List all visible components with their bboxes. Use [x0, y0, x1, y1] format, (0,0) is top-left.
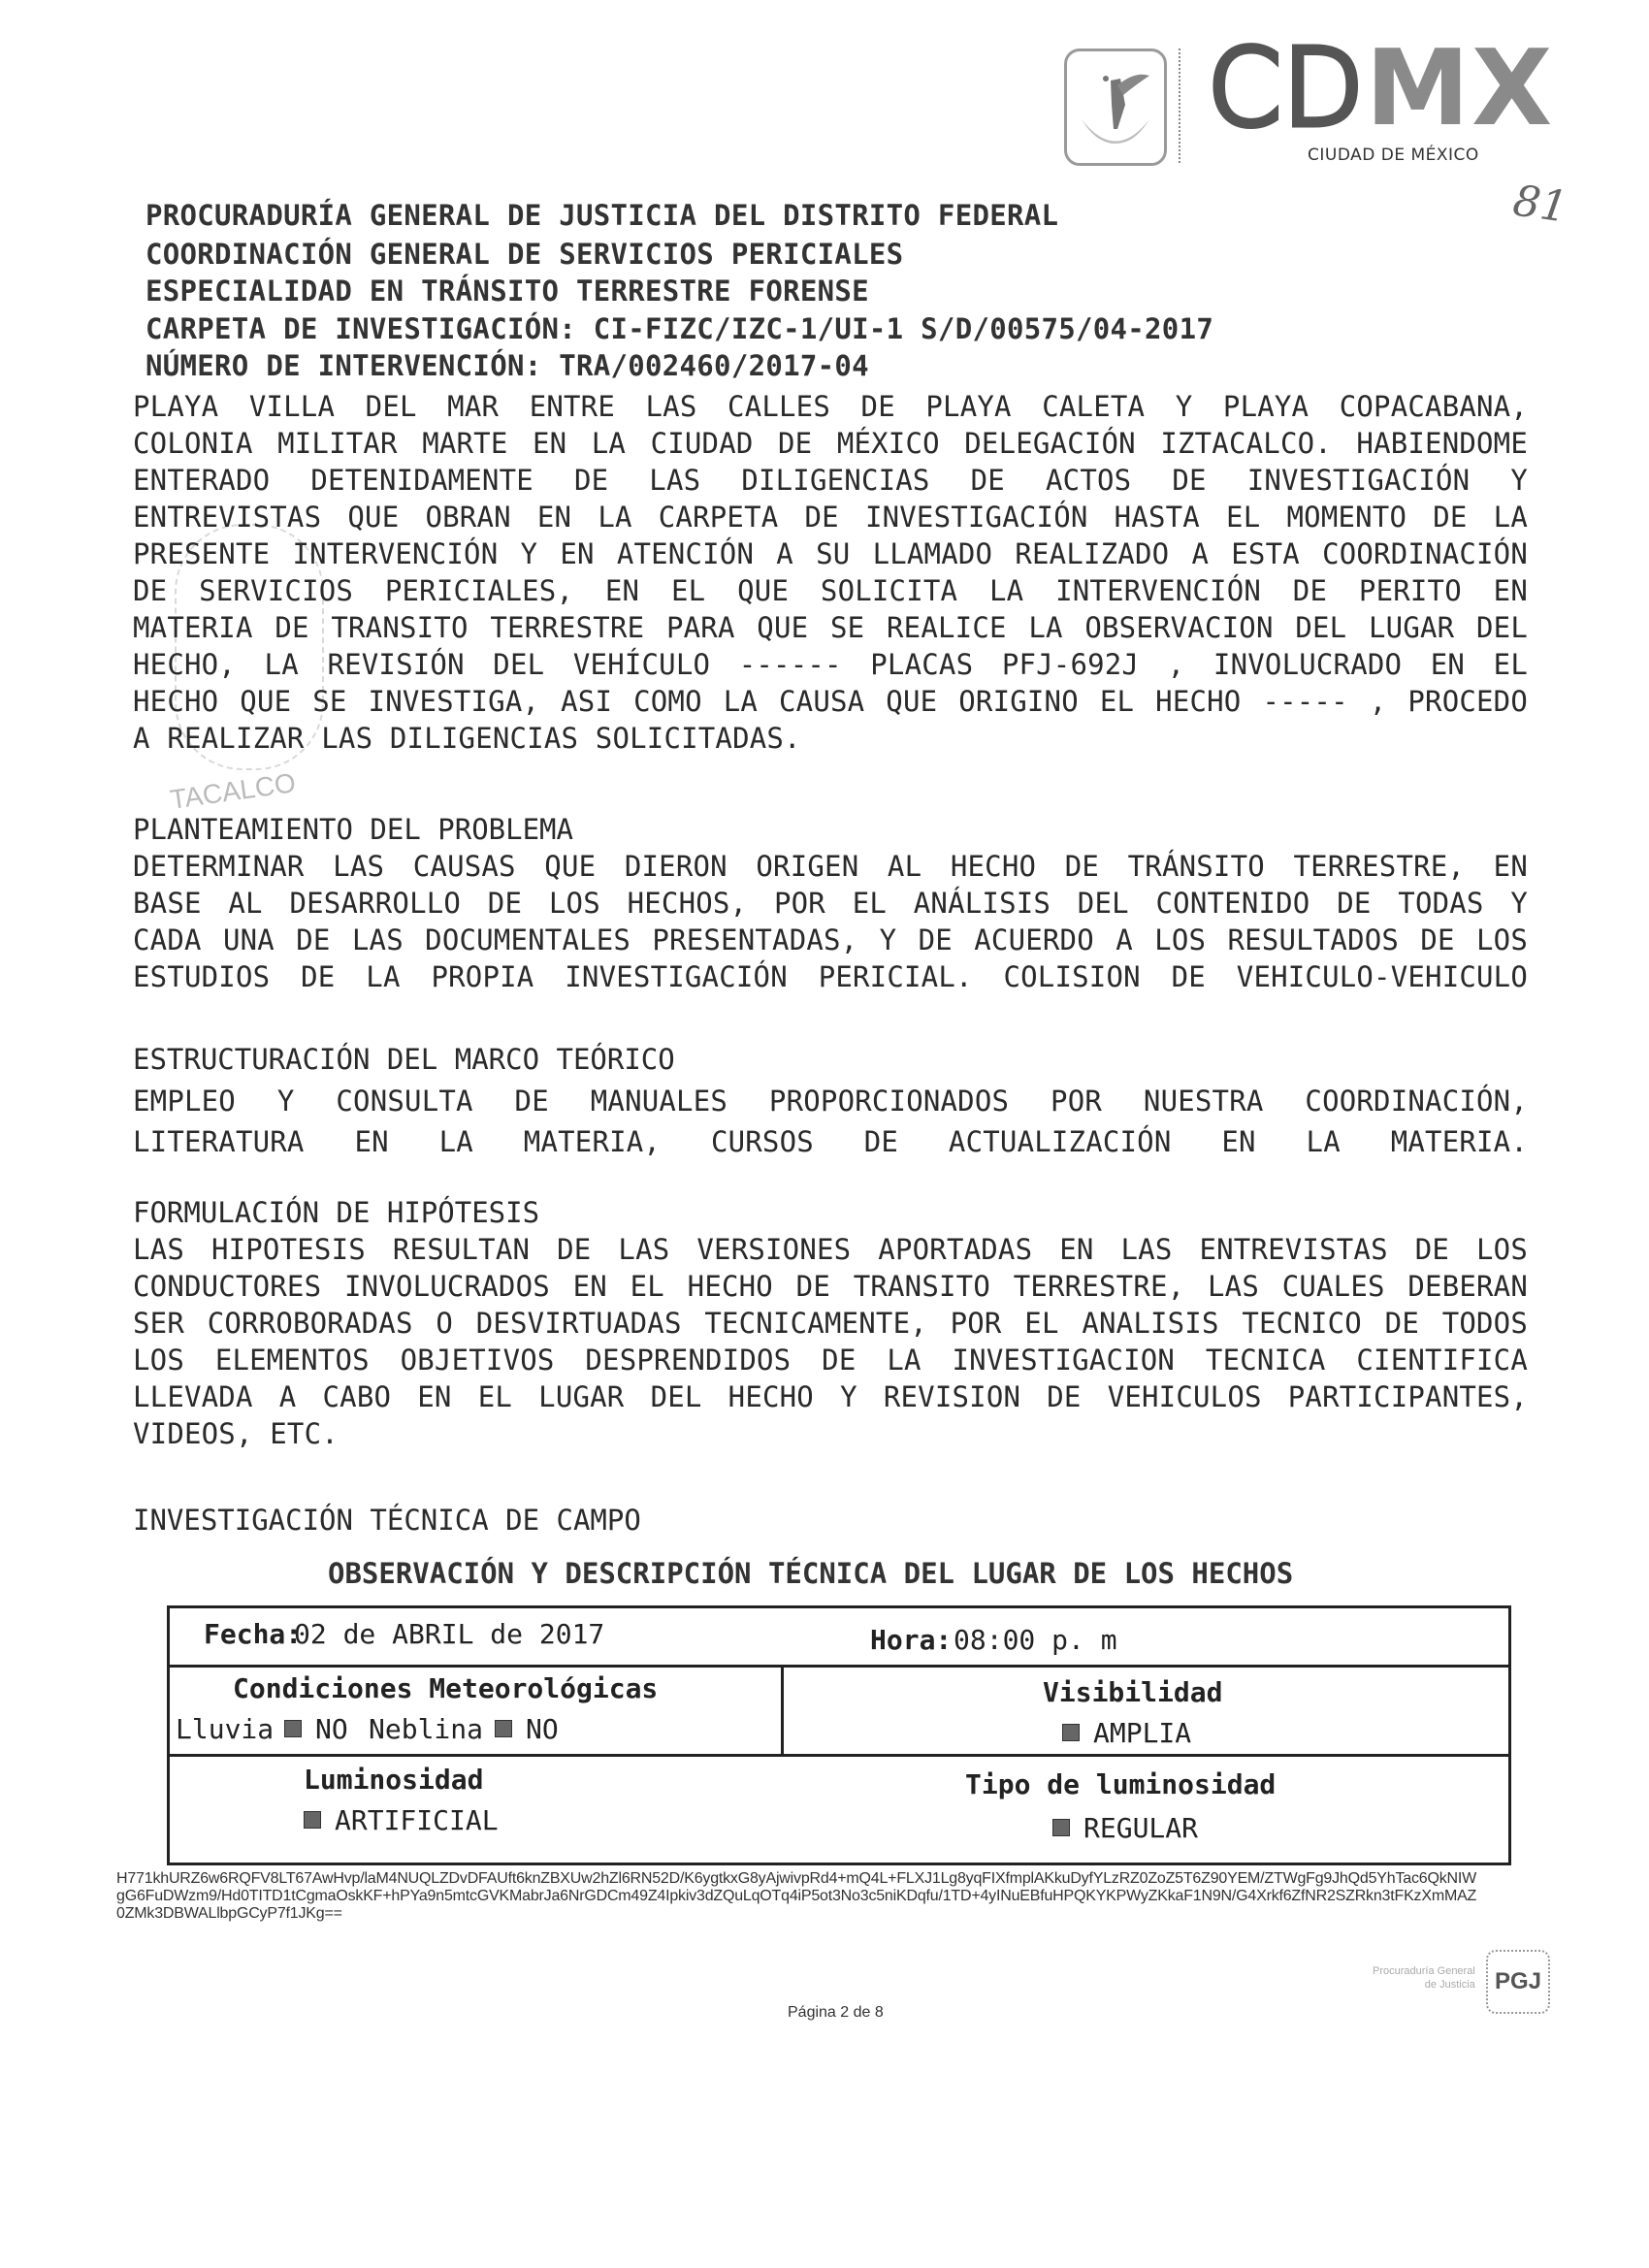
visibilidad-value: AMPLIA — [1093, 1717, 1192, 1749]
neblina-value: NO — [526, 1713, 559, 1745]
cdmx-emblem-icon — [1064, 49, 1167, 166]
conditions-table — [167, 1605, 1511, 1865]
pgj-caption-line: de Justicia — [1424, 1979, 1475, 1991]
checkbox-icon — [1052, 1819, 1070, 1836]
pgj-logo: PGJ — [1486, 1950, 1550, 2014]
paragraph-line: PLAYA VILLA DEL MAR ENTRE LAS CALLES DE PLAYA CALETA Y PLAYA COPACABANA, — [133, 390, 1528, 423]
lluvia-value: NO — [315, 1713, 348, 1745]
checkbox-icon — [284, 1720, 302, 1737]
luminosidad-option — [304, 1804, 499, 1836]
header-line: NÚMERO DE INTERVENCIÓN: TRA/002460/2017-04 — [146, 349, 869, 382]
paragraph-line: LLEVADA A CABO EN EL LUGAR DEL HECHO Y REVISION DE VEHICULOS PARTICIPANTES, — [133, 1380, 1528, 1413]
table-divider — [170, 1754, 1508, 1757]
paragraph-line: BASE AL DESARROLLO DE LOS HECHOS, POR EL ANÁLISIS DEL CONTENIDO DE TODAS Y — [133, 887, 1528, 920]
cdmx-logo — [1208, 28, 1555, 149]
paragraph-line: LITERATURA EN LA MATERIA, CURSOS DE ACTUALIZACIÓN EN LA MATERIA. — [133, 1125, 1528, 1158]
checkbox-icon — [495, 1720, 512, 1737]
handwritten-folio: 81 — [1509, 176, 1571, 233]
luminosidad-value: ARTIFICIAL — [335, 1804, 499, 1836]
paragraph-line: HECHO QUE SE INVESTIGA, ASI COMO LA CAUSA QUE ORIGINO EL HECHO ----- , PROCEDO — [133, 685, 1528, 718]
digital-signature-line: H771khURZ6w6RQFV8LT67AwHvp/laM4NUQLZDvDFAUft6knZBXUw2hZl6RN52D/K6ygtkxG8yAjwivpRd4+mQ4L+FLXJ1Lg8yqFIXfmplAKkuDyfYLzRZ0ZoZ5T6Z90YEM/ZTWgFg9JhQd5YhTac6QkNIW — [116, 1870, 1476, 1887]
luminosidad-title: Luminosidad — [304, 1764, 484, 1796]
paragraph-line: PRESENTE INTERVENCIÓN Y EN ATENCIÓN A SU LLAMADO REALIZADO A ESTA COORDINACIÓN — [133, 537, 1528, 570]
stamp-text: TACALCO — [168, 767, 298, 815]
paragraph-line: DE SERVICIOS PERICIALES, EN EL QUE SOLICITA LA INTERVENCIÓN DE PERITO EN — [133, 574, 1528, 607]
table-divider — [170, 1665, 1508, 1668]
section-title-campo: INVESTIGACIÓN TÉCNICA DE CAMPO — [133, 1504, 641, 1537]
section-title-hipotesis: FORMULACIÓN DE HIPÓTESIS — [133, 1196, 540, 1229]
section-title-marco: ESTRUCTURACIÓN DEL MARCO TEÓRICO — [133, 1043, 675, 1076]
paragraph-line: COLONIA MILITAR MARTE EN LA CIUDAD DE MÉXICO DELEGACIÓN IZTACALCO. HABIENDOME — [133, 427, 1528, 460]
neblina-label: Neblina — [369, 1713, 484, 1745]
digital-signature-line: 0ZMk3DBWALlbpGCyP7f1JKg== — [116, 1905, 342, 1922]
header-line: PROCURADURÍA GENERAL DE JUSTICIA DEL DISTRITO FEDERAL — [146, 199, 1059, 232]
pgj-caption-line: Procuraduría General — [1373, 1965, 1475, 1977]
paragraph-line: MATERIA DE TRANSITO TERRESTRE PARA QUE SE REALICE LA OBSERVACION DEL LUGAR DEL — [133, 611, 1528, 644]
header-line: CARPETA DE INVESTIGACIÓN: CI-FIZC/IZC-1/UI-1 S/D/00575/04-2017 — [146, 312, 1214, 345]
paragraph-line: SER CORROBORADAS O DESVIRTUADAS TECNICAMENTE, POR EL ANALISIS TECNICO DE TODOS — [133, 1307, 1528, 1340]
paragraph-line: ENTREVISTAS QUE OBRAN EN LA CARPETA DE INVESTIGACIÓN HASTA EL MOMENTO DE LA — [133, 501, 1528, 534]
tipo-luminosidad-value: REGULAR — [1083, 1812, 1199, 1844]
tipo-luminosidad-option — [1052, 1812, 1198, 1844]
table-title: OBSERVACIÓN Y DESCRIPCIÓN TÉCNICA DEL LUGAR DE LOS HECHOS — [328, 1557, 1294, 1590]
logo-separator — [1179, 49, 1180, 163]
logo-subtitle: CIUDAD DE MÉXICO — [1308, 146, 1479, 165]
checkbox-icon — [304, 1811, 321, 1829]
paragraph-line: HECHO, LA REVISIÓN DEL VEHÍCULO ------ PLACAS PFJ-692J , INVOLUCRADO EN EL — [133, 648, 1528, 681]
visibilidad-title: Visibilidad — [1043, 1676, 1223, 1708]
hora-value: 08:00 p. m — [954, 1624, 1117, 1656]
fecha-label: Fecha: — [204, 1618, 303, 1650]
section-title-planteamiento: PLANTEAMIENTO DEL PROBLEMA — [133, 813, 573, 846]
visibilidad-option — [1062, 1717, 1191, 1749]
logo-mx: MX — [1365, 28, 1555, 149]
lluvia-option — [284, 1713, 348, 1745]
meteo-title: Condiciones Meteorológicas — [233, 1672, 659, 1704]
paragraph-line: CADA UNA DE LAS DOCUMENTALES PRESENTADAS, Y DE ACUERDO A LOS RESULTADOS DE LOS — [133, 923, 1528, 956]
paragraph-line: LAS HIPOTESIS RESULTAN DE LAS VERSIONES APORTADAS EN LAS ENTREVISTAS DE LOS — [133, 1233, 1528, 1266]
paragraph-line: CONDUCTORES INVOLUCRADOS EN EL HECHO DE TRANSITO TERRESTRE, LAS CUALES DEBERAN — [133, 1270, 1528, 1303]
neblina-option — [495, 1713, 559, 1745]
tipo-luminosidad-title: Tipo de luminosidad — [965, 1768, 1277, 1800]
paragraph-line: DETERMINAR LAS CAUSAS QUE DIERON ORIGEN AL HECHO DE TRÁNSITO TERRESTRE, EN — [133, 850, 1528, 883]
fecha-value: 02 de ABRIL de 2017 — [294, 1618, 605, 1650]
lluvia-label: Lluvia — [176, 1713, 275, 1745]
digital-signature-line: gG6FuDWzm9/Hd0TITD1tCgmaOskKF+hPYa9n5mtcGVKMabrJa6NrGDCm49Z4Ipkiv3dZQuLqOTq4iP5ot3No3c5niKDqfu/1TD+4yINuEBfuHPQKYKPWyZKkaF1N9N/G4Xrkf6ZfNR2SZRkn3tFKzXmMAZ — [116, 1888, 1477, 1904]
page-number: Página 2 de 8 — [788, 2004, 884, 2021]
paragraph-line: VIDEOS, ETC. — [133, 1417, 339, 1450]
paragraph-line: ESTUDIOS DE LA PROPIA INVESTIGACIÓN PERICIAL. COLISION DE VEHICULO-VEHICULO — [133, 960, 1528, 993]
checkbox-icon — [1062, 1724, 1080, 1741]
paragraph-line: ENTERADO DETENIDAMENTE DE LAS DILIGENCIAS DE ACTOS DE INVESTIGACIÓN Y — [133, 464, 1528, 497]
logo-cd: CD — [1208, 28, 1366, 149]
hora-label: Hora: — [870, 1624, 953, 1656]
paragraph-line: LOS ELEMENTOS OBJETIVOS DESPRENDIDOS DE LA INVESTIGACION TECNICA CIENTIFICA — [133, 1344, 1528, 1377]
pgj-caption — [1373, 1964, 1475, 1992]
table-divider — [781, 1665, 784, 1754]
paragraph-line: EMPLEO Y CONSULTA DE MANUALES PROPORCIONADOS POR NUESTRA COORDINACIÓN, — [133, 1085, 1528, 1118]
header-line: ESPECIALIDAD EN TRÁNSITO TERRESTRE FORENSE — [146, 275, 869, 308]
header-line: COORDINACIÓN GENERAL DE SERVICIOS PERICIALES — [146, 238, 904, 271]
paragraph-line: A REALIZAR LAS DILIGENCIAS SOLICITADAS. — [133, 722, 801, 755]
